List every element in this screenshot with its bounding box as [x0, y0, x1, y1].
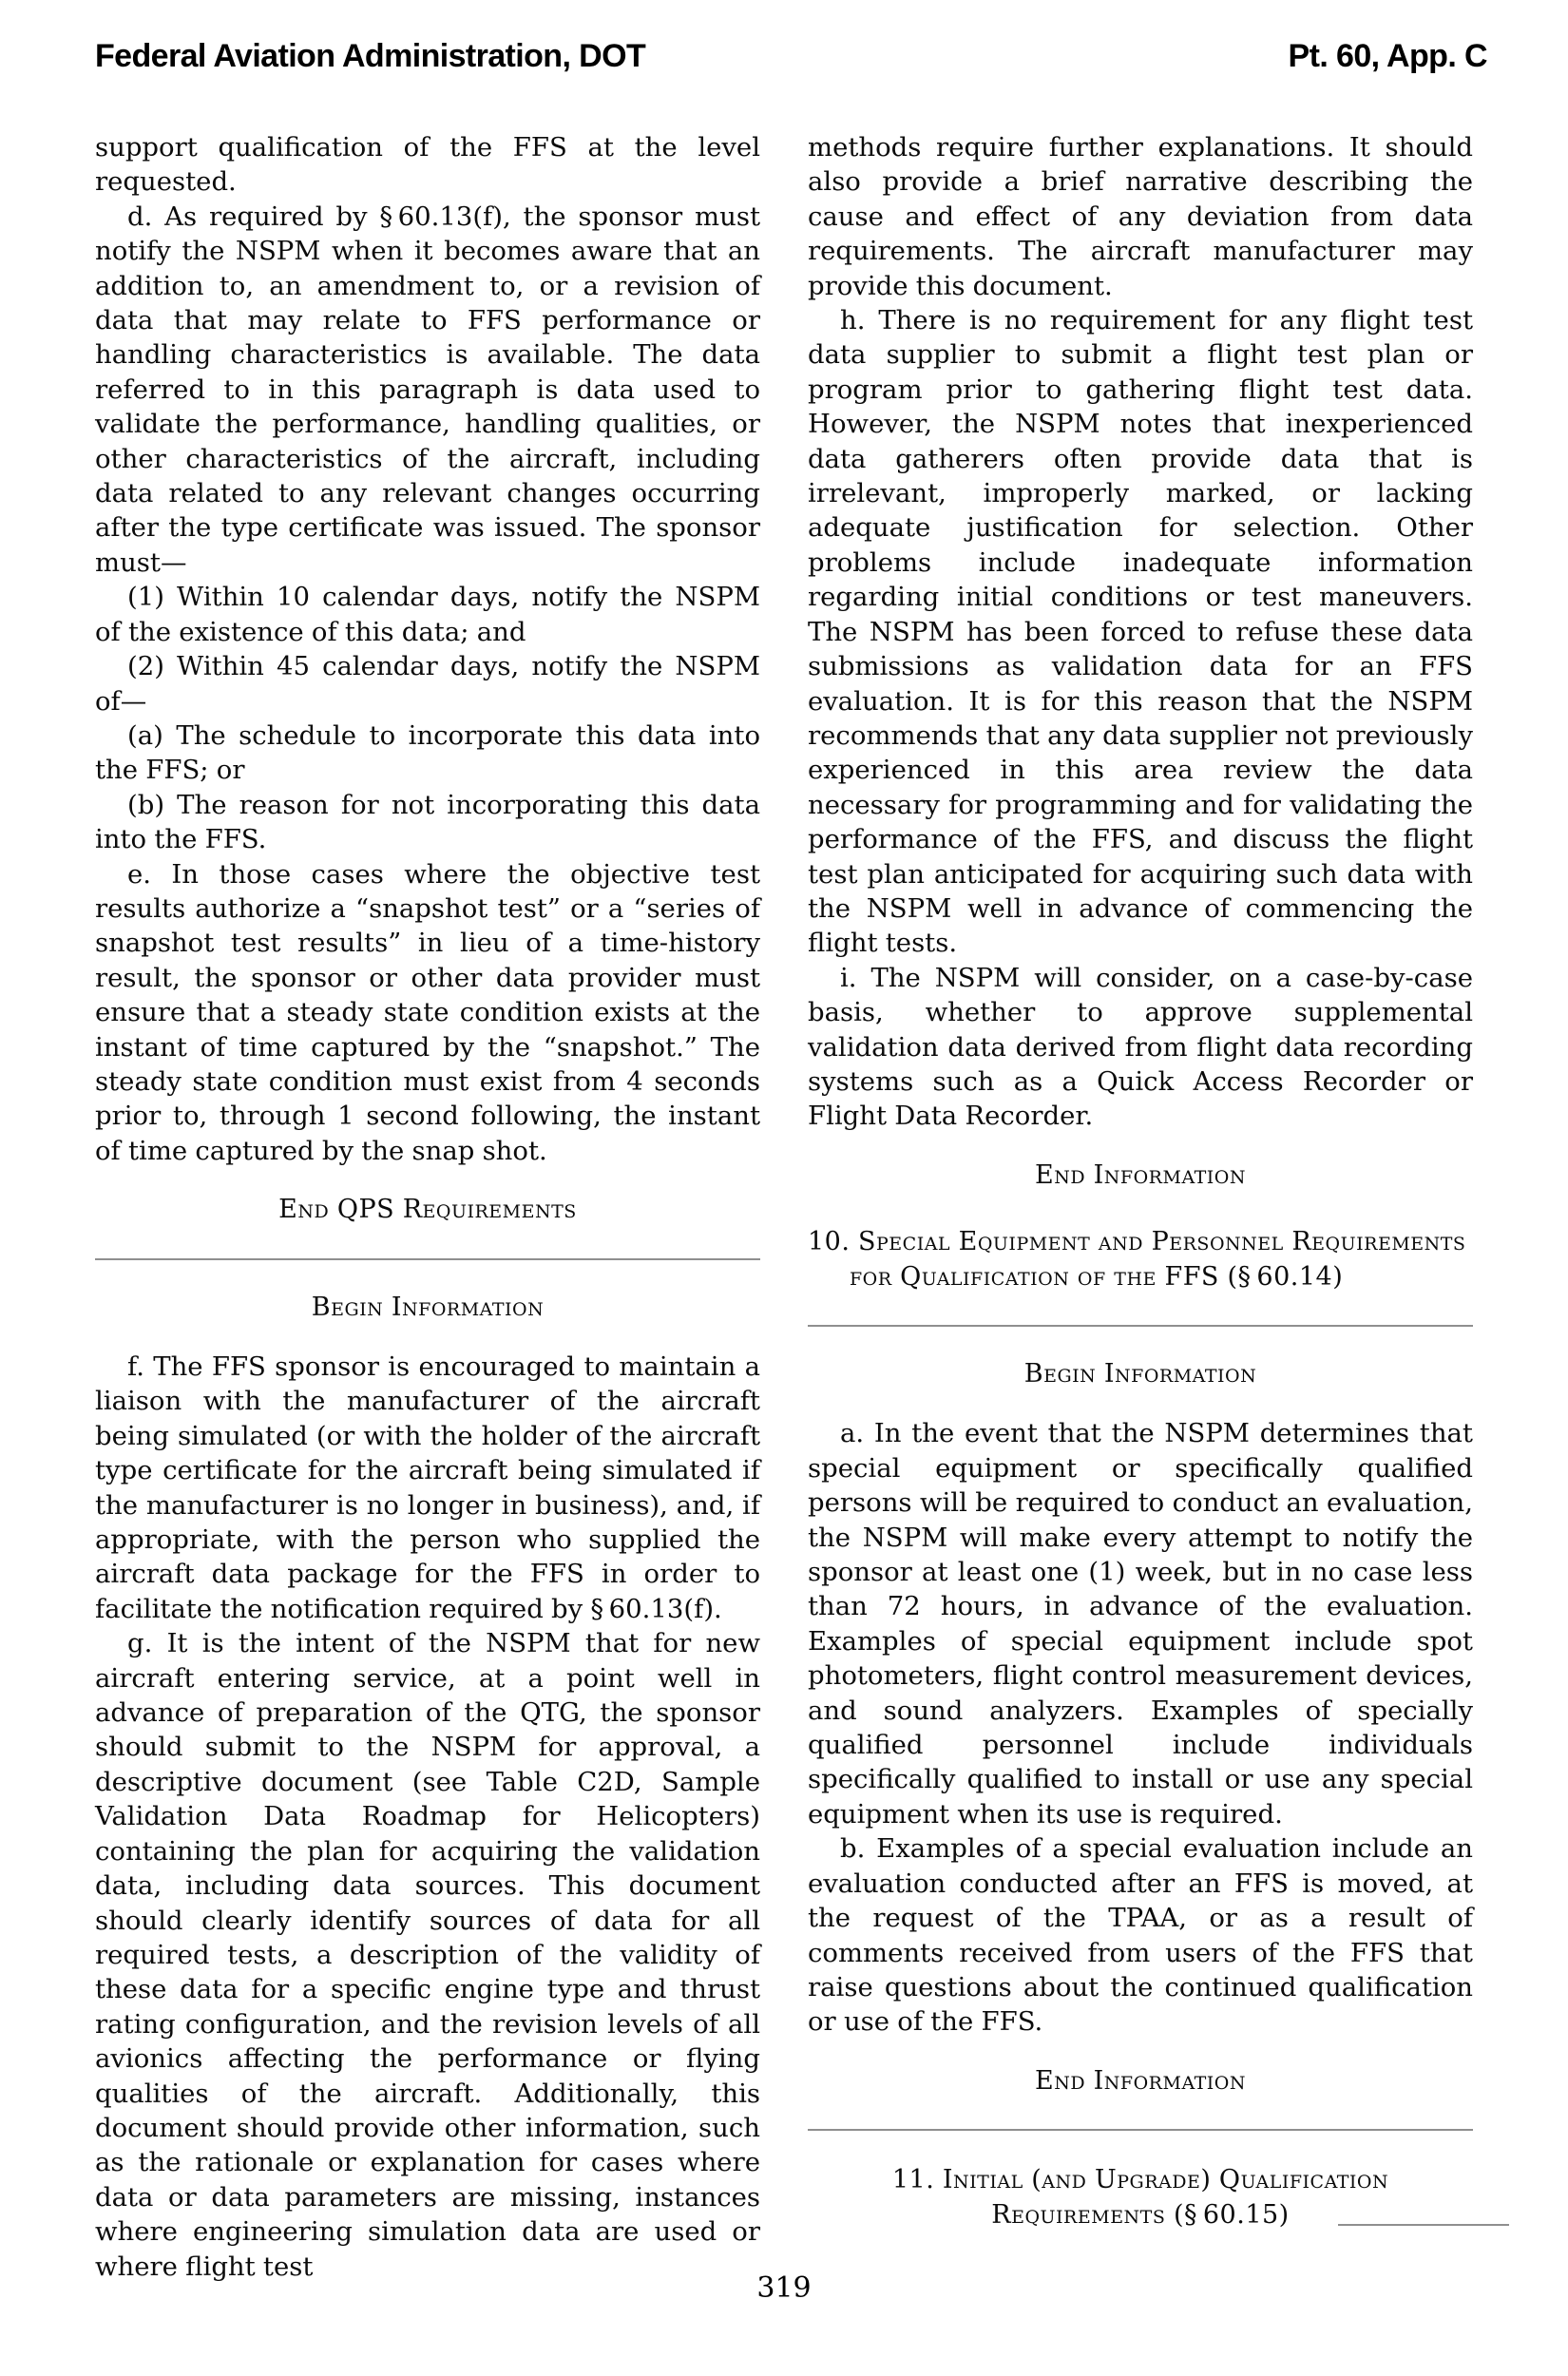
section-heading: 11. Initial (and Upgrade) Qualification Requirements (§ 60.15) — [808, 2163, 1473, 2232]
section-divider — [95, 1258, 760, 1260]
trailing-rule — [1338, 2224, 1509, 2226]
paragraph: methods require further explanations. It should also provide a brief narrative describing the cause and effect of any deviation from data requirements. The aircraft manufacturer may provide this document. — [808, 132, 1473, 301]
paragraph: i. The NSPM will consider, on a case-by-case basis, whether to approve supplemental validation data derived from flight data recording systems such as a Quick Access Recorder or Flight Data Recorder. — [808, 962, 1473, 1132]
paragraph: (1) Within 10 calendar days, notify the NSPM of the existence of this data; and — [95, 582, 760, 647]
paragraph: f. The FFS sponsor is encouraged to maintain a liaison with the manufacturer of the aircraft being simulated (or with the holder of the aircraft type certificate for the aircraft being simulated if the manufacturer is no longer in business), and, if appropriate, with the person who supplied the aircraft data package for the FFS in order to facilitate the notification required by § 60.13(f). — [95, 1351, 760, 1624]
right-column — [808, 130, 1473, 2284]
paragraph: g. It is the intent of the NSPM that for new aircraft entering service, at a point well in advance of preparation of the QTG, the sponsor should submit to the NSPM for approval, a descriptive document (see Table C2D, Sample Validation Data Roadmap for Helicopters) containing the plan for acquiring the validation data, including data sources. This document should clearly identify sources of data for all required tests, a description of the validity of these data for a specific engine type and thrust rating configuration, and the revision levels of all avionics affecting the performance or flying qualities of the aircraft. Additionally, this document should provide other information, such as the rationale or explanation for cases where data or data parameters are missing, instances where engineering simulation data are used or where flight test — [95, 1628, 760, 2282]
paragraph: e. In those cases where the objective test results authorize a “snapshot test” or a “series of snapshot test results” in lieu of a time-history result, the sponsor or other data provider must ensure that a steady state condition exists at the instant of time captured by the “snapshot.” The steady state condition must exist from 4 seconds prior to, through 1 second following, the instant of time captured by the snap shot. — [95, 858, 760, 1166]
paragraph: a. In the event that the NSPM determines that special equipment or specifically qualified persons will be required to conduct an evaluation, the NSPM will make every attempt to notify the sponsor at least one (1) week, but in no case less than 72 hours, in advance of the evaluation. Examples of special equipment include spot photometers, flight control measurement devices, and sound analyzers. Examples of specially qualified personnel include individuals specifically qualified to install or use any special equipment when its use is required. — [808, 1418, 1473, 1830]
paragraph: h. There is no requirement for any flight test data supplier to submit a flight test plan or program prior to gathering flight test data. However, the NSPM notes that inexperienced data gatherers often provide data that is irrelevant, improperly marked, or lacking adequate justification for selection. Other problems include inadequate information regarding initial conditions or test maneuvers. The NSPM has been forced to refuse these data submissions as validation data for an FFS evaluation. It is for this reason that the NSPM recommends that any data supplier not previously experienced in this area review the data necessary for programming and for validating the performance of the FFS, and discuss the flight test plan anticipated for acquiring such data with the NSPM well in advance of commencing the flight tests. — [808, 305, 1473, 959]
section-divider — [808, 2129, 1473, 2131]
paragraph: (a) The schedule to incorporate this data into the FFS; or — [95, 719, 760, 786]
page-number: 319 — [756, 2271, 812, 2305]
header-agency-title: Federal Aviation Administration, DOT — [95, 38, 646, 74]
section-heading: Begin Information — [1023, 1359, 1257, 1389]
section-heading: End Information — [1034, 2065, 1247, 2096]
paragraph: (b) The reason for not incorporating this data into the FFS. — [95, 789, 760, 855]
left-column — [95, 130, 760, 2284]
section-divider — [808, 1325, 1473, 1327]
header-part-reference: Pt. 60, App. C — [1288, 38, 1487, 74]
section-heading: End Information — [1034, 1159, 1247, 1190]
section-heading: Begin Information — [311, 1292, 545, 1322]
section-heading: End QPS Requirements — [278, 1195, 577, 1225]
paragraph: support qualification of the FFS at the level requested. — [95, 132, 760, 198]
two-column-body — [95, 130, 1473, 2284]
page-header — [95, 38, 1487, 75]
paragraph: b. Examples of a special evaluation include an evaluation conducted after an FFS is moved, at the request of the TPAA, or as a result of comments received from users of the FFS that raise questions about the continued qualification or use of the FFS. — [808, 1833, 1473, 2038]
page-footer — [0, 2271, 1568, 2305]
section-heading: 10. Special Equipment and Personnel Requirements for Qualification of the FFS (§ 60.14) — [808, 1227, 1466, 1292]
paragraph: (2) Within 45 calendar days, notify the NSPM of— — [95, 651, 760, 717]
paragraph: d. As required by § 60.13(f), the sponsor must notify the NSPM when it becomes aware that an addition to, an amendment to, or a revision of data that may relate to FFS performance or handling characteristics is available. The data referred to in this paragraph is data used to validate the performance, handling qualities, or other characteristics of the aircraft, including data related to any relevant changes occurring after the type certificate was issued. The sponsor must— — [95, 201, 760, 578]
